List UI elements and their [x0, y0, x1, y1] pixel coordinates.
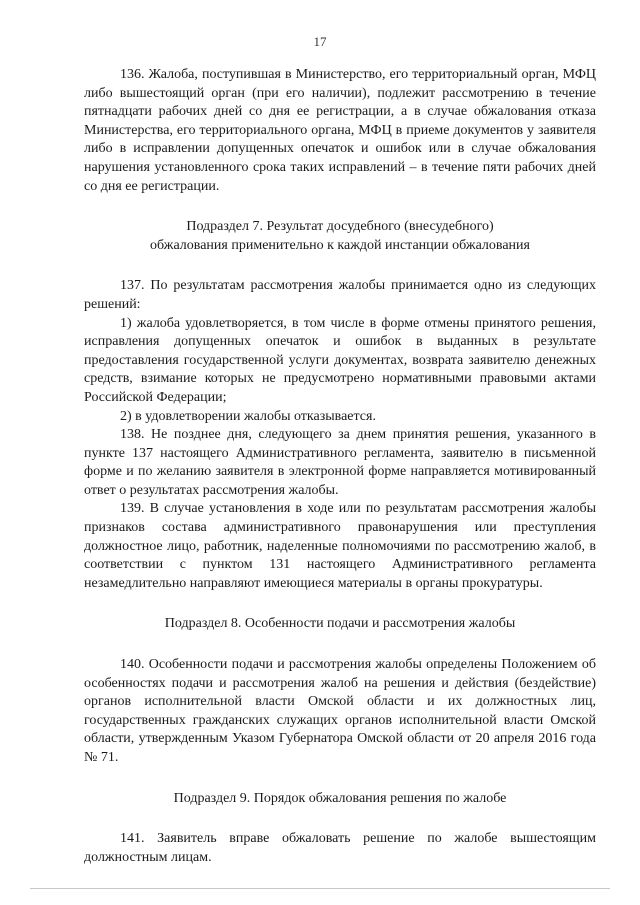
subsection-7-heading-line-2: обжалования применительно к каждой инстанции обжалования [150, 237, 530, 253]
paragraph-141: 141. Заявитель вправе обжаловать решение по жалобе вышестоящим должностным лицам. [84, 831, 596, 865]
subsection-7-heading-line-1: Подраздел 7. Результат досудебного (внесудебного) [186, 219, 494, 235]
paragraph-138: 138. Не позднее дня, следующего за днем принятия решения, указанного в пункте 137 настоящего Административного регламента, заявителю в письменной форме и по желанию заявителя в электронной форме направляется мотивированный ответ о результатах рассмотрения жалобы. [84, 427, 596, 498]
paragraph-140: 140. Особенности подачи и рассмотрения жалобы определены Положением об особенностях подачи и рассмотрения жалоб на решения и действия (бездействие) органов исполнительной власти Омской области и их должностных лиц, государственных гражданских служащих органов исполнительной власти Омской области, утвержденным Указом Губернатора Омской области от 20 апреля 2016 года № 71. [84, 657, 596, 765]
page-bottom-edge [30, 888, 610, 889]
paragraph-137-item-1: 1) жалоба удовлетворяется, в том числе в форме отмены принятого решения, исправления допущенных опечаток и ошибок в выданных в результате предоставления государственной услуги документах, возврата заявителю денежных средств, взимание которых не предусмотрено нормативными правовыми актами Российской Федерации; [84, 315, 596, 405]
paragraph-137: 137. По результатам рассмотрения жалобы принимается одно из следующих решений: [84, 278, 596, 312]
subsection-8-heading-text: Подраздел 8. Особенности подачи и рассмотрения жалобы [164, 616, 516, 632]
subsection-9-heading-text: Подраздел 9. Порядок обжалования решения по жалобе [173, 790, 507, 806]
document-body [84, 66, 596, 867]
paragraph-136: 136. Жалоба, поступившая в Министерство, его территориальный орган, МФЦ либо вышестоящий орган (при его наличии), подлежит рассмотрению в течение пятнадцати рабочих дней со дня ее регистрации, а в случае обжалования отказа Министерства, его территориального органа, МФЦ в приеме документов у заявителя либо в исправлении допущенных опечаток и ошибок или в случае обжалования нарушения установленного срока таких исправлений – в течение пяти рабочих дней со дня ее регистрации. [84, 67, 596, 194]
paragraph-139: 139. В случае установления в ходе или по результатам рассмотрения жалобы признаков состава административного правонарушения или преступления должностное лицо, работник, наделенные полномочиями по рассмотрению жалоб, в соответствии с пунктом 131 настоящего Административного регламента незамедлительно направляют имеющиеся материалы в органы прокуратуры. [84, 501, 596, 591]
page-number: 17 [313, 34, 327, 49]
subsection-9-heading [84, 790, 596, 809]
subsection-8-heading [84, 615, 596, 634]
subsection-7-heading [84, 218, 596, 255]
paragraph-137-item-2: 2) в удовлетворении жалобы отказывается. [120, 408, 376, 424]
